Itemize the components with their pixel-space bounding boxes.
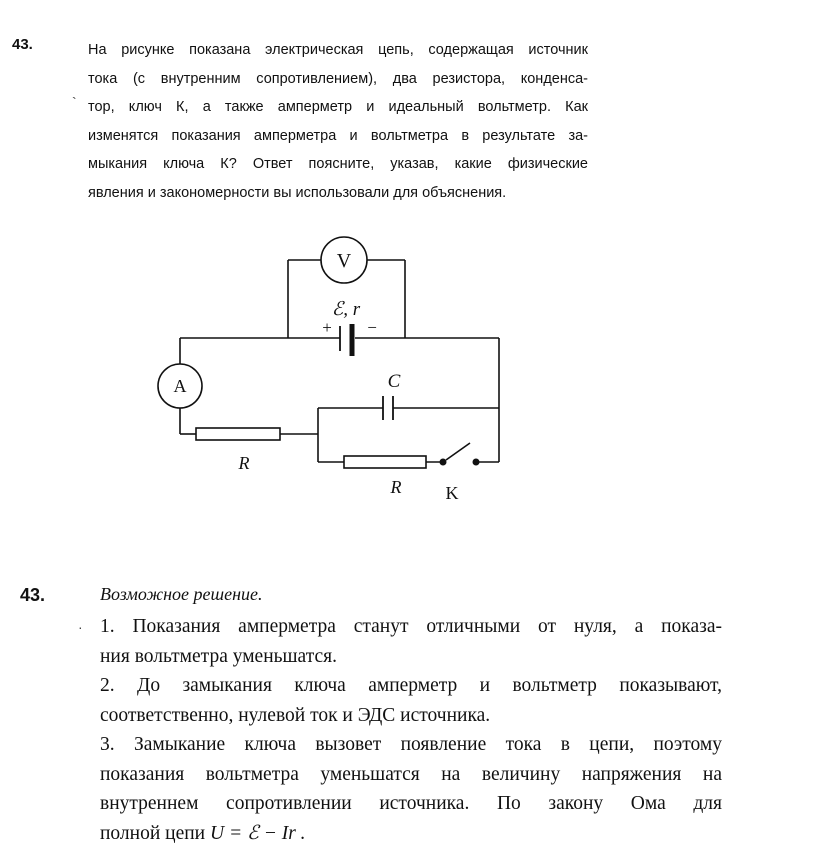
minus-sign: − — [367, 318, 377, 337]
solution-line-5: 3. Замыкание ключа вызовет появление тока в цепи, поэтому — [100, 734, 722, 755]
battery — [340, 324, 352, 356]
problem-line-1: На рисунке показана электрическая цепь, содержащая источник — [88, 42, 588, 58]
ammeter — [158, 364, 202, 408]
ammeter-label: A — [173, 376, 187, 396]
solution-text — [100, 612, 722, 848]
solution-line-3: 2. До замыкания ключа амперметр и вольтметр показывают, — [100, 675, 722, 696]
ohm-law-formula: U = ℰ − Ir . — [210, 822, 306, 844]
solution-line-1: 1. Показания амперметра станут отличными от нуля, а показа- — [100, 616, 722, 637]
resistor-2-label: R — [390, 477, 402, 497]
capacitor — [383, 396, 393, 420]
solution-number: 43. — [20, 585, 46, 605]
problem-line-6: явления и закономерности вы использовали для объяснения. — [88, 184, 507, 201]
solution-line-8-text: полной цепи — [100, 822, 210, 844]
problem-number: 43. — [12, 36, 33, 53]
solution-title: Возможное решение. — [100, 584, 263, 604]
voltmeter-label: V — [336, 250, 352, 272]
problem-line-4: изменятся показания амперметра и вольтметра в результате за- — [88, 127, 588, 144]
switch-label: K — [445, 483, 459, 503]
switch — [440, 443, 500, 466]
resistor-1-label: R — [238, 453, 250, 473]
solution-line-7: внутреннем сопротивлении источника. По закону Ома для — [100, 793, 722, 814]
parallel-node-wire — [318, 408, 499, 462]
margin-dot: · — [78, 619, 83, 635]
problem-line-2: тока (с внутренним сопротивлением), два резистора, конденса- — [88, 70, 588, 87]
problem-line-3: тор, ключ К, а также амперметр и идеальный вольтметр. Как — [88, 99, 588, 115]
capacitor-label: C — [387, 371, 401, 392]
solution-line-6: показания вольтметра уменьшатся на величину напряжения на — [100, 763, 722, 785]
margin-mark: ` — [72, 94, 77, 110]
plus-sign: + — [322, 318, 332, 337]
resistor-1 — [196, 428, 280, 440]
problem-line-5: мыкания ключа К? Ответ поясните, указав, какие физические — [88, 156, 588, 172]
solution-line-2: ния вольтметра уменьшатся. — [100, 645, 337, 667]
emf-label: ℰ, r — [331, 299, 361, 320]
resistor-2 — [344, 456, 426, 468]
solution-line-4: соответственно, нулевой ток и ЭДС источника. — [100, 704, 491, 726]
solution-line-8 — [100, 819, 722, 849]
voltmeter — [321, 237, 367, 283]
